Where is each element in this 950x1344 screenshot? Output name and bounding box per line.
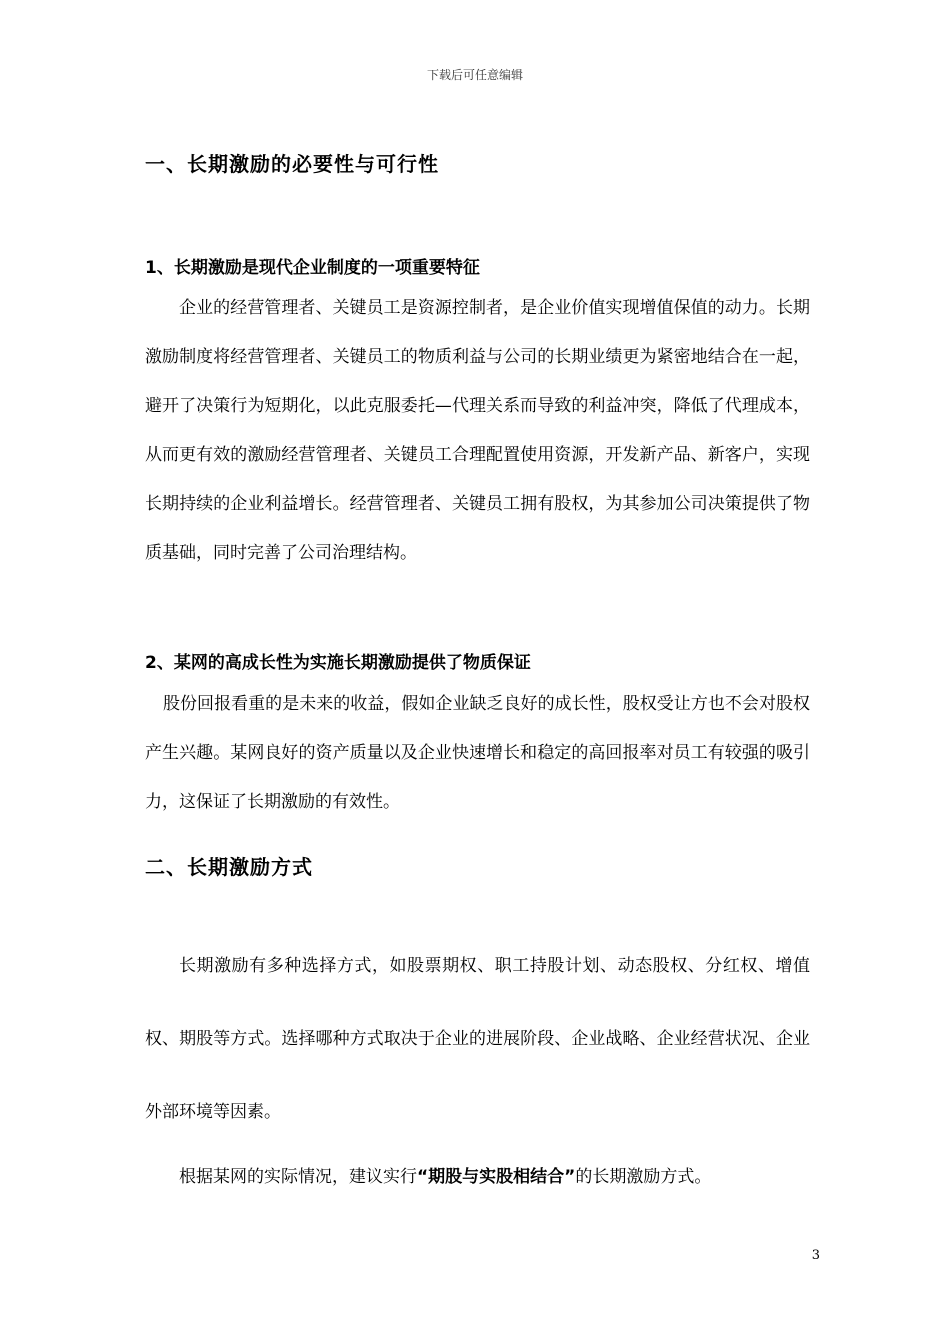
section-1-title: 一、长期激励的必要性与可行性: [145, 152, 439, 176]
section-1-2-body: 股份回报看重的是未来的收益，假如企业缺乏良好的成长性，股权受让方也不会对股权产生兴趣。某网良好的资产质量以及企业快速增长和稳定的高回报率对员工有较强的吸引力，这保证了长期激励的有效性。: [145, 694, 810, 812]
section-2-body: 长期激励有多种选择方式，如股票期权、职工持股计划、动态股权、分红权、增值权、期股等方式。选择哪种方式取决于企业的进展阶段、企业战略、企业经营状况、企业外部环境等因素。: [145, 956, 810, 1122]
section-2-recommendation: [145, 1163, 810, 1191]
recommendation-suffix: 的长期激励方式。: [575, 1167, 712, 1187]
recommendation-quote: “期股与实股相结合”: [417, 1167, 576, 1187]
section-1-1-body: 企业的经营管理者、关键员工是资源控制者，是企业价值实现增值保值的动力。长期激励制度将经营管理者、关键员工的物质利益与公司的长期业绩更为紧密地结合在一起，避开了决策行为短期化，以此克服委托—代理关系而导致的利益冲突，降低了代理成本，从而更有效的激励经营管理者、关键员工合理配置使用资源，开发新产品、新客户，实现长期持续的企业利益增长。经营管理者、关键员工拥有股权，为其参加公司决策提供了物质基础，同时完善了公司治理结构。: [145, 298, 810, 563]
page-header: 下载后可任意编辑: [426, 68, 523, 82]
section-1-1-heading: 1、长期激励是现代企业制度的一项重要特征: [145, 258, 480, 278]
section-2-title: 二、长期激励方式: [145, 855, 313, 879]
recommendation-prefix: 根据某网的实际情况，建议实行: [179, 1167, 417, 1187]
section-1-2-heading: 2、某网的高成长性为实施长期激励提供了物质保证: [145, 653, 531, 673]
page-number: 3: [811, 1248, 820, 1263]
